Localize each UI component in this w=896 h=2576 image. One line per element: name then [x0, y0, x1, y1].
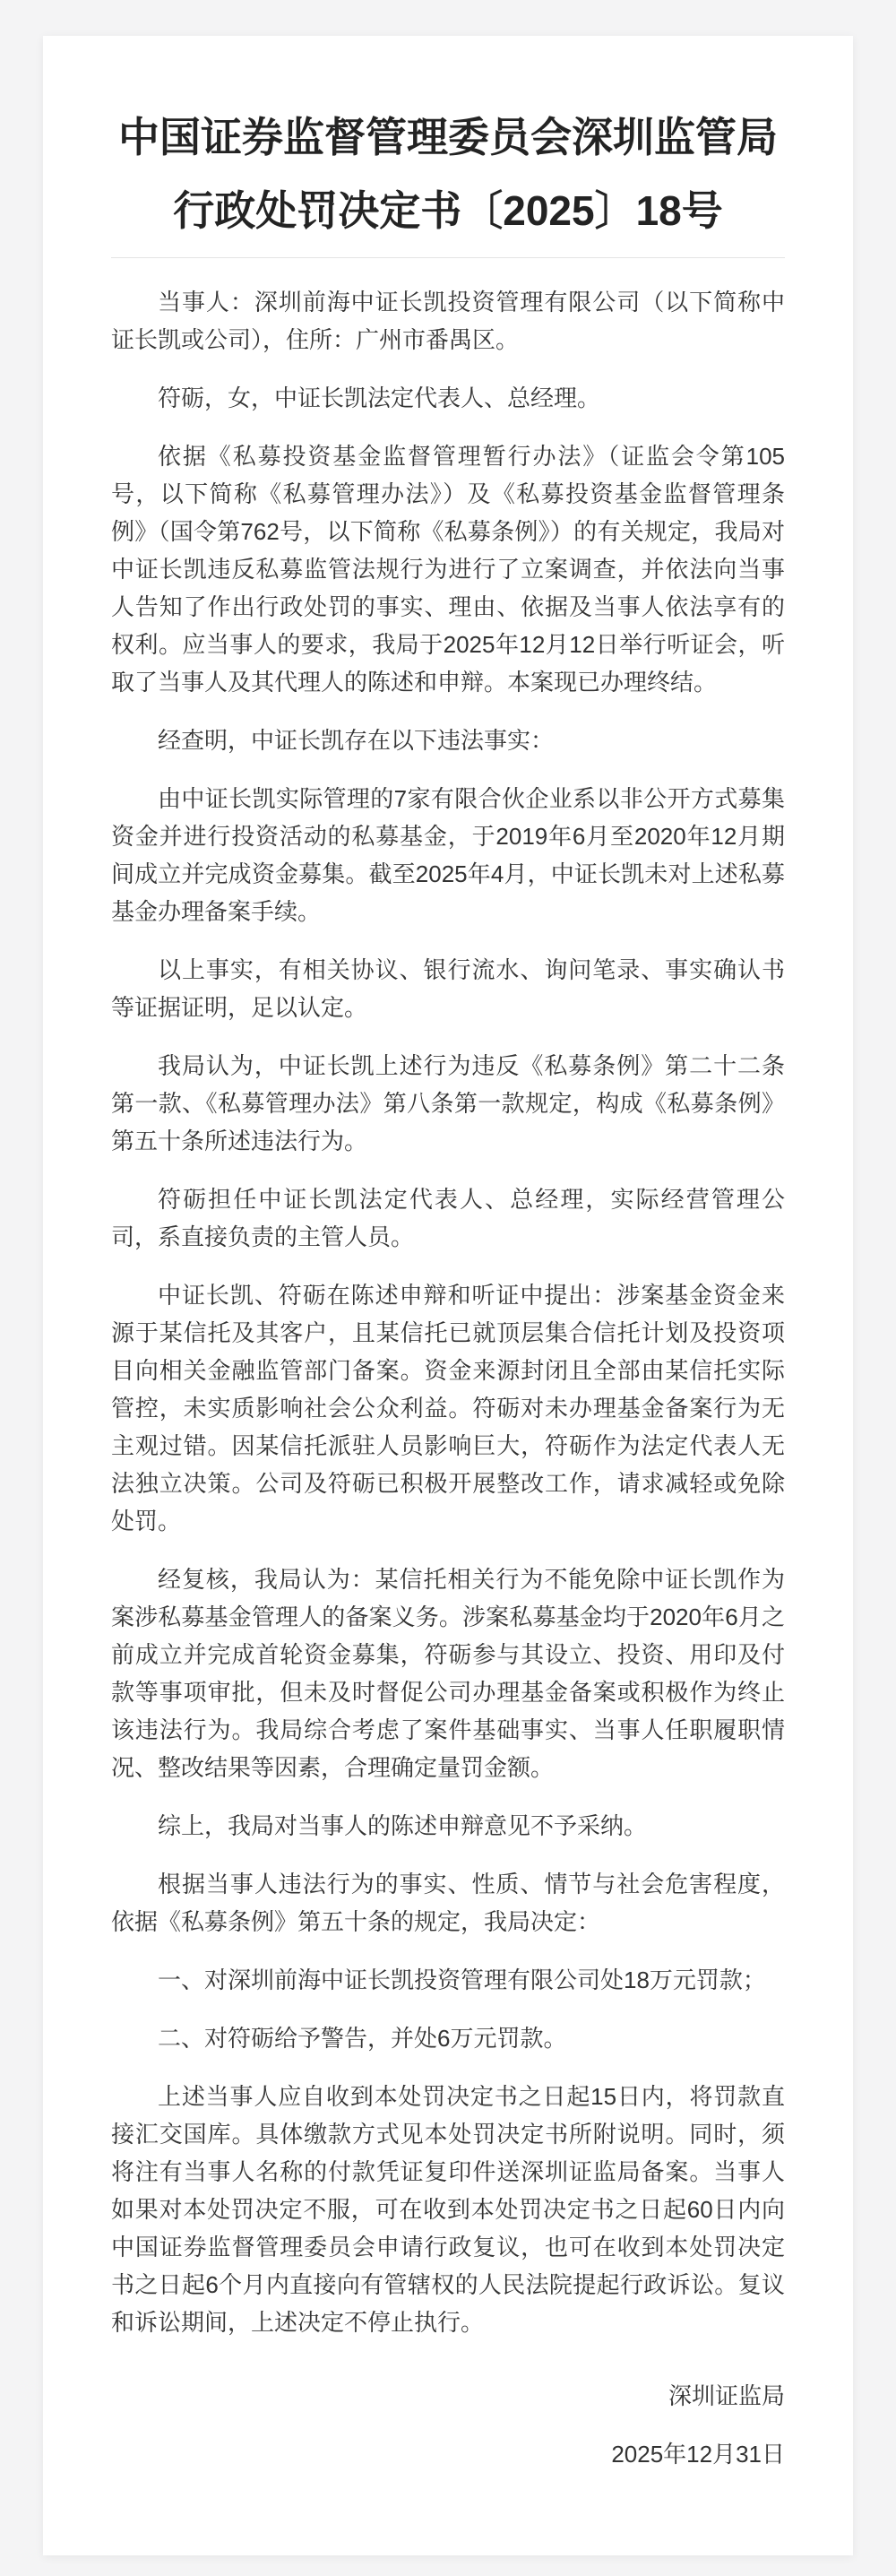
document-paragraph-parties: 当事人：深圳前海中证长凯投资管理有限公司（以下简称中证长凯或公司），住所：广州市番禺区。 [111, 289, 785, 353]
document-paragraph-responsible-person: 符砺担任中证长凯法定代表人、总经理，实际经营管理公司，系直接负责的主管人员。 [111, 1186, 785, 1250]
document-paragraph-facts-intro: 经查明，中证长凯存在以下违法事实： [158, 727, 555, 754]
document-paragraph-legal-basis: 依据《私募投资基金监督管理暂行办法》（证监会令第105号，以下简称《私募管理办法》）及《私募投资基金监督管理条例》（国令第762号，以下简称《私募条例》）的有关规定，我局对中证长凯违反私募监管法规行为进行了立案调查，并依法向当事人告知了作出行政处罚的事实、理由、依据及当事人依法享有的权利。应当事人的要求，我局于2025年12月12日举行听证会，听取了当事人及其代理人的陈述和申辩。本案现已办理终结。 [111, 443, 785, 696]
document-title [111, 100, 785, 247]
document-paragraph-rejection: 综上，我局对当事人的陈述申辩意见不予采纳。 [158, 1812, 648, 1839]
document-paragraph-person: 符砺，女，中证长凯法定代表人、总经理。 [158, 385, 601, 411]
issuer-signature: 深圳证监局 [668, 2382, 785, 2409]
title-divider [111, 257, 785, 258]
document-title-line2: 行政处罚决定书〔2025〕18号 [173, 187, 723, 234]
document-body [111, 283, 785, 2473]
document-paragraph-violation: 我局认为，中证长凯上述行为违反《私募条例》第二十二条第一款、《私募管理办法》第八条第一款规定，构成《私募条例》第五十条所述违法行为。 [111, 1052, 785, 1154]
document-title-line1: 中国证券监督管理委员会深圳监管局 [118, 114, 778, 160]
document-paragraph-evidence: 以上事实，有相关协议、银行流水、询问笔录、事实确认书等证据证明，足以认定。 [111, 956, 785, 1021]
document-paragraph-decision-item-1: 一、对深圳前海中证长凯投资管理有限公司处18万元罚款； [158, 1967, 766, 1993]
issue-date: 2025年12月31日 [611, 2441, 785, 2468]
document-paragraph-decision-intro: 根据当事人违法行为的事实、性质、情节与社会危害程度，依据《私募条例》第五十条的规定，我局决定： [111, 1871, 785, 1935]
document-paragraph-facts: 由中证长凯实际管理的7家有限合伙企业系以非公开方式募集资金并进行投资活动的私募基金，于2019年6月至2020年12月期间成立并完成资金募集。截至2025年4月，中证长凯未对上述私募基金办理备案手续。 [111, 785, 785, 925]
document-paragraph-decision-item-2: 二、对符砺给予警告，并处6万元罚款。 [158, 2025, 567, 2052]
document-card [43, 36, 853, 2555]
document-paragraph-payment-appeal: 上述当事人应自收到本处罚决定书之日起15日内，将罚款直接汇交国库。具体缴款方式见本处罚决定书所附说明。同时，须将注有当事人名称的付款凭证复印件送深圳证监局备案。当事人如果对本处罚决定不服，可在收到本处罚决定书之日起60日内向中国证券监督管理委员会申请行政复议，也可在收到本处罚决定书之日起6个月内直接向有管辖权的人民法院提起行政诉讼。复议和诉讼期间，上述决定不停止执行。 [111, 2083, 785, 2336]
document-paragraph-defense: 中证长凯、符砺在陈述申辩和听证中提出：涉案基金资金来源于某信托及其客户，且某信托已就顶层集合信托计划及投资项目向相关金融监管部门备案。资金来源封闭且全部由某信托实际管控，未实质影响社会公众利益。符砺对未办理基金备案行为无主观过错。因某信托派驻人员影响巨大，符砺作为法定代表人无法独立决策。公司及符砺已积极开展整改工作，请求减轻或免除处罚。 [111, 1282, 785, 1534]
document-paragraph-review: 经复核，我局认为：某信托相关行为不能免除中证长凯作为案涉私募基金管理人的备案义务。涉案私募基金均于2020年6月之前成立并完成首轮资金募集，符砺参与其设立、投资、用印及付款等事项审批，但未及时督促公司办理基金备案或积极作为终止该违法行为。我局综合考虑了案件基础事实、当事人任职履职情况、整改结果等因素，合理确定量罚金额。 [111, 1566, 785, 1781]
